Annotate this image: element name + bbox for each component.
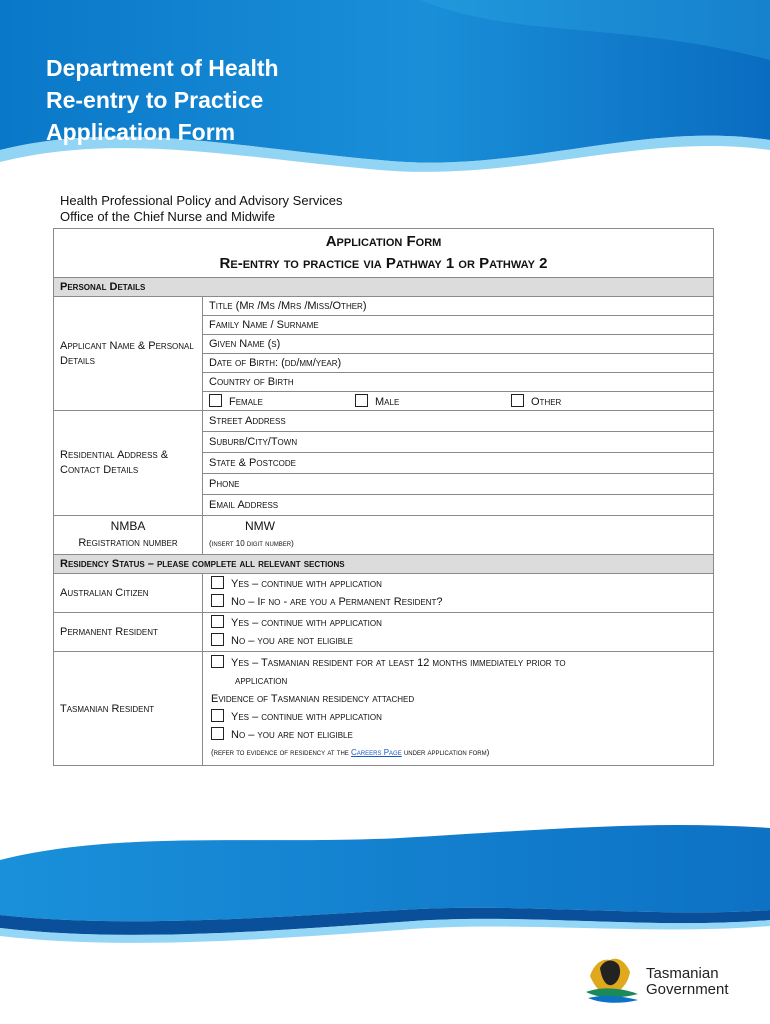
tas-12-months-label-cont: application bbox=[235, 675, 288, 687]
applicant-label: Applicant Name & Personal Details bbox=[54, 297, 203, 411]
country-of-birth-field[interactable]: Country of Birth bbox=[203, 373, 714, 392]
tas-note: (refer to evidence of residency at the Careers Page under application form) bbox=[211, 748, 490, 757]
suburb-field[interactable]: Suburb/City/Town bbox=[203, 432, 714, 453]
nmba-label: NMBA Registration number bbox=[54, 516, 203, 555]
nmba-number-field[interactable] bbox=[203, 516, 714, 555]
australian-citizen-label: Australian Citizen bbox=[54, 574, 203, 613]
gender-row bbox=[203, 392, 714, 411]
permanent-resident-label: Permanent Resident bbox=[54, 613, 203, 652]
footer-banner bbox=[0, 800, 770, 960]
citizen-yes-checkbox[interactable] bbox=[211, 576, 224, 589]
other-checkbox[interactable] bbox=[511, 394, 524, 407]
title-field[interactable]: Title (Mr /Ms /Mrs /Miss/Other) bbox=[203, 297, 714, 316]
permanent-no-label: No – you are not eligible bbox=[231, 635, 353, 647]
state-postcode-field[interactable]: State & Postcode bbox=[203, 453, 714, 474]
citizen-no-checkbox[interactable] bbox=[211, 594, 224, 607]
tas-yes-label: Yes – continue with application bbox=[231, 711, 382, 723]
citizen-yes-label: Yes – continue with application bbox=[231, 578, 382, 590]
female-label: Female bbox=[229, 396, 263, 408]
citizen-no-label: No – If no - are you a Permanent Resident? bbox=[231, 596, 443, 608]
careers-page-link[interactable]: Careers Page bbox=[351, 748, 402, 757]
given-name-field[interactable]: Given Name (s) bbox=[203, 335, 714, 354]
section-personal-details: Personal Details bbox=[54, 278, 714, 297]
permanent-yes-label: Yes – continue with application bbox=[231, 617, 382, 629]
dob-field[interactable]: Date of Birth: (dd/mm/year) bbox=[203, 354, 714, 373]
permanent-yes-checkbox[interactable] bbox=[211, 615, 224, 628]
email-field[interactable]: Email Address bbox=[203, 495, 714, 516]
street-address-field[interactable]: Street Address bbox=[203, 411, 714, 432]
form-heading: Application Form Re-entry to practice via Pathway 1 or Pathway 2 bbox=[54, 229, 714, 278]
residential-label: Residential Address & Contact Details bbox=[54, 411, 203, 516]
section-residency-status: Residency Status – please complete all relevant sections bbox=[54, 555, 714, 574]
phone-field[interactable]: Phone bbox=[203, 474, 714, 495]
family-name-field[interactable]: Family Name / Surname bbox=[203, 316, 714, 335]
permanent-no-checkbox[interactable] bbox=[211, 633, 224, 646]
tas-no-checkbox[interactable] bbox=[211, 727, 224, 740]
logo-text: Tasmanian Government bbox=[646, 965, 729, 998]
organisation-info bbox=[60, 193, 343, 225]
nmba-prefix: NMW bbox=[245, 519, 275, 533]
tas-yes-checkbox[interactable] bbox=[211, 709, 224, 722]
tas-no-label: No – you are not eligible bbox=[231, 729, 353, 741]
tas-evidence-label: Evidence of Tasmanian residency attached bbox=[211, 693, 415, 705]
female-checkbox[interactable] bbox=[209, 394, 222, 407]
document-title: Department of Health Re-entry to Practice Application Form bbox=[46, 55, 279, 145]
other-label: Other bbox=[531, 396, 562, 408]
org-line-1: Health Professional Policy and Advisory Services bbox=[60, 193, 343, 208]
org-line-2: Office of the Chief Nurse and Midwife bbox=[60, 209, 276, 224]
nmba-hint: (insert 10 digit number) bbox=[209, 539, 294, 548]
tasmanian-resident-label: Tasmanian Resident bbox=[54, 652, 203, 766]
male-label: Male bbox=[375, 396, 400, 408]
tas-12-months-checkbox[interactable] bbox=[211, 655, 224, 668]
application-form bbox=[53, 228, 714, 766]
tas-12-months-label: Yes – Tasmanian resident for at least 12 months immediately prior to bbox=[231, 657, 566, 669]
male-checkbox[interactable] bbox=[355, 394, 368, 407]
